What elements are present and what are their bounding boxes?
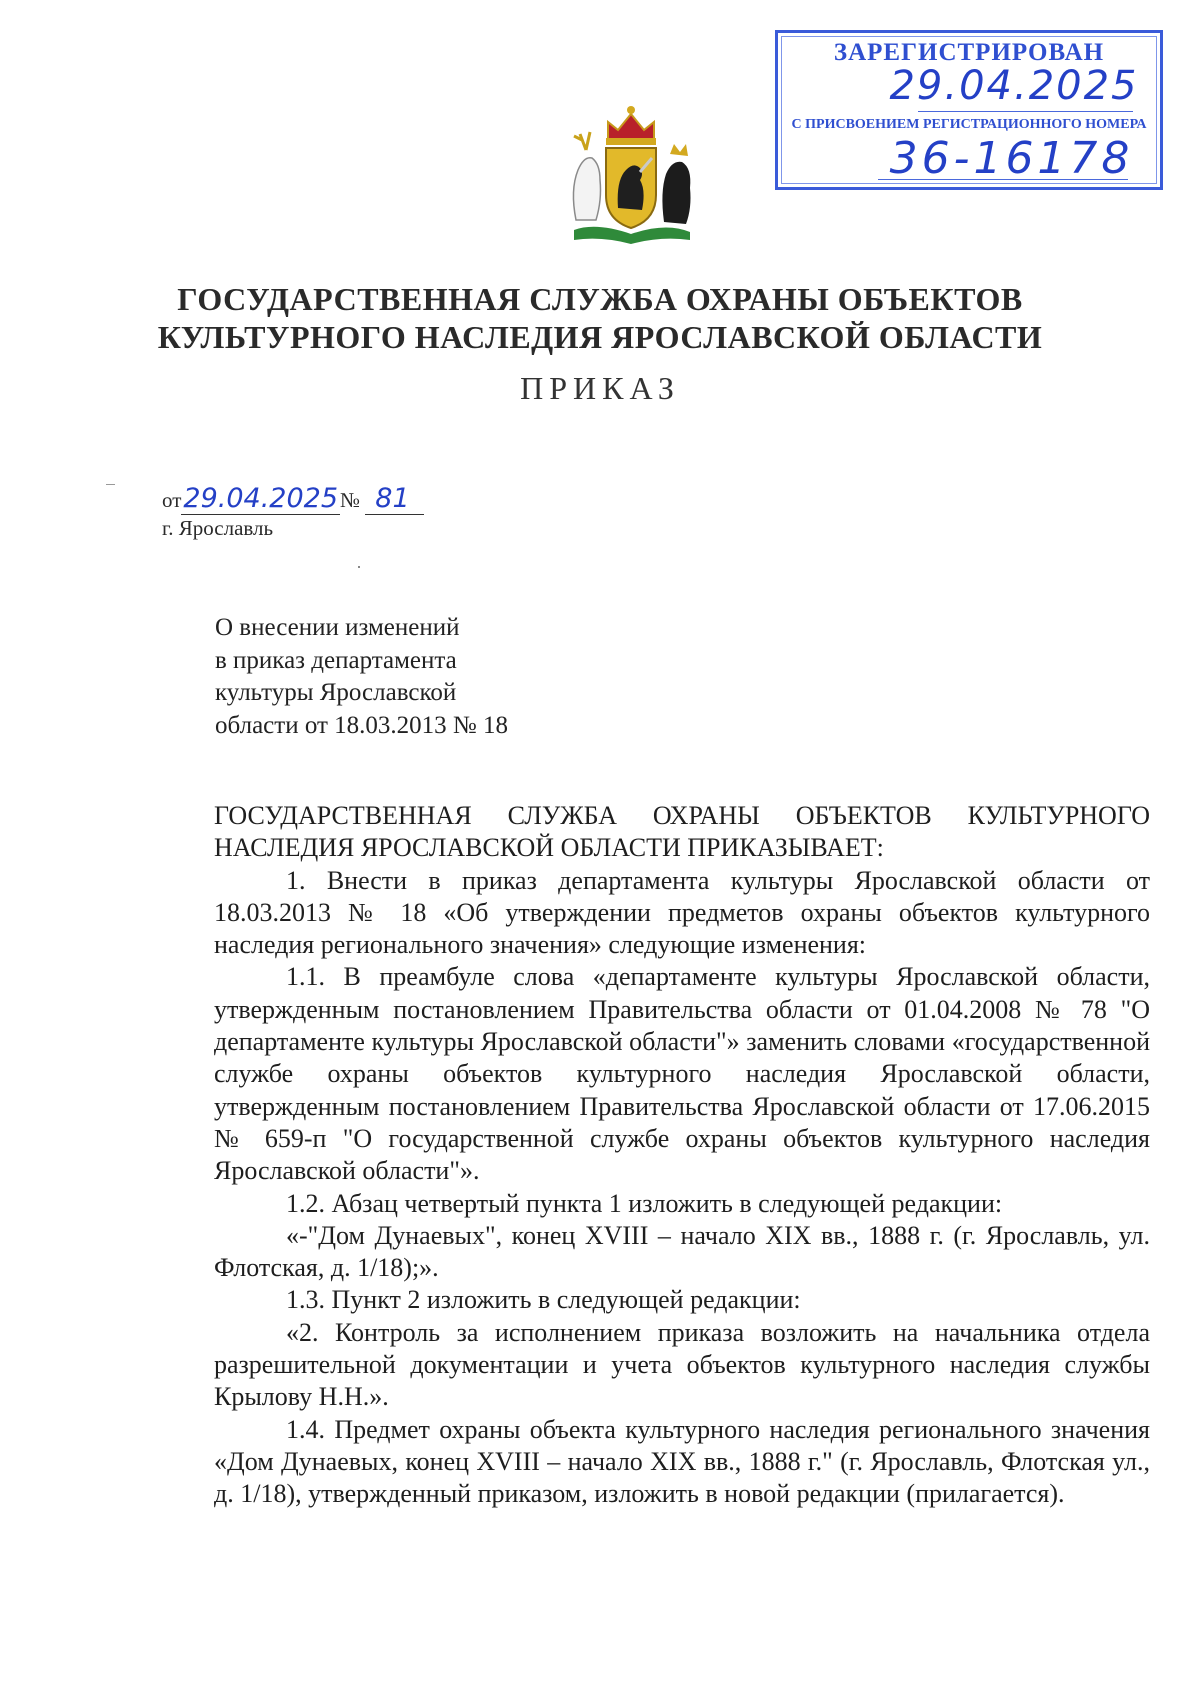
body-item-1: 1. Внести в приказ департамента культуры Ярославской области от 18.03.2013 № 18 «Об утверждении предметов охраны объектов культурного наследия регионального значения» следующие изменения:	[214, 865, 1150, 960]
margin-mark	[106, 484, 115, 485]
stamp-number-underline	[878, 179, 1128, 180]
stamp-number: 36-16178	[889, 133, 1134, 184]
subject-line1: О внесении изменений	[215, 614, 460, 641]
body-lead: ГОСУДАРСТВЕННАЯ СЛУЖБА ОХРАНЫ ОБЪЕКТОВ КУЛЬТУРНОГО НАСЛЕДИЯ ЯРОСЛАВСКОЙ ОБЛАСТИ ПРИКАЗЫВАЕТ:	[214, 801, 1150, 863]
subject-line4: области от 18.03.2013 № 18	[215, 711, 509, 739]
order-number: 81	[365, 483, 423, 515]
order-body	[214, 800, 1150, 1511]
issuer-heading	[0, 280, 1200, 356]
order-date-number	[162, 483, 424, 514]
subject-line2: в приказ департамента	[215, 646, 457, 674]
body-item-1-3: 1.3. Пункт 2 изложить в следующей редакции:	[286, 1285, 801, 1315]
speck-mark	[358, 566, 360, 568]
order-from-label: от	[162, 488, 182, 512]
stamp-date: 29.04.2025	[889, 63, 1139, 109]
order-date: 29.04.2025	[183, 483, 338, 514]
stamp-date-underline	[918, 111, 1133, 112]
body-item-1-2-quote: «-"Дом Дунаевых", конец XVIII – начало XIX вв., 1888 г. (г. Ярославль, ул. Флотская, д. 1/18);».	[214, 1220, 1150, 1283]
order-city: г. Ярославль	[162, 516, 274, 540]
issuer-heading-line1: ГОСУДАРСТВЕННАЯ СЛУЖБА ОХРАНЫ ОБЪЕКТОВ	[177, 281, 1023, 317]
document-type: ПРИКАЗ	[520, 370, 680, 406]
order-number-label: №	[340, 488, 361, 512]
body-item-1-2: 1.2. Абзац четвертый пункта 1 изложить в следующей редакции:	[286, 1188, 1003, 1218]
stamp-subtitle: С ПРИСВОЕНИЕМ РЕГИСТРАЦИОННОГО НОМЕРА	[791, 117, 1147, 132]
order-subject	[215, 612, 508, 742]
issuer-heading-line2: КУЛЬТУРНОГО НАСЛЕДИЯ ЯРОСЛАВСКОЙ ОБЛАСТИ	[157, 319, 1043, 355]
body-item-1-4: 1.4. Предмет охраны объекта культурного наследия регионального значения «Дом Дунаевых, конец XVIII – начало XIX вв., 1888 г." (г. Ярославль, Флотская ул., д. 1/18), утвержденный приказом, изложить в новой редакции (прилагается).	[214, 1414, 1150, 1509]
subject-line3: культуры Ярославской	[215, 679, 457, 706]
body-item-1-1: 1.1. В преамбуле слова «департаменте культуры Ярославской области, утвержденным постановлением Правительства области от 01.04.2008 № 78 "О департаменте культуры Ярославской области"» заменить словами «государственной службе охраны объектов культурного наследия Ярославской области, утвержденным постановлением Правительства Ярославской области от 17.06.2015 № 659-п "О государственной службе охраны объектов культурного наследия Ярославской области"».	[214, 962, 1150, 1186]
registration-stamp	[775, 30, 1163, 190]
coat-of-arms-icon	[556, 100, 706, 250]
body-item-1-3-quote: «2. Контроль за исполнением приказа возложить на начальника отдела разрешительной документации и учета объектов культурного наследия службы Крылову Н.Н.».	[214, 1317, 1150, 1412]
stamp-title: ЗАРЕГИСТРИРОВАН	[833, 39, 1105, 66]
